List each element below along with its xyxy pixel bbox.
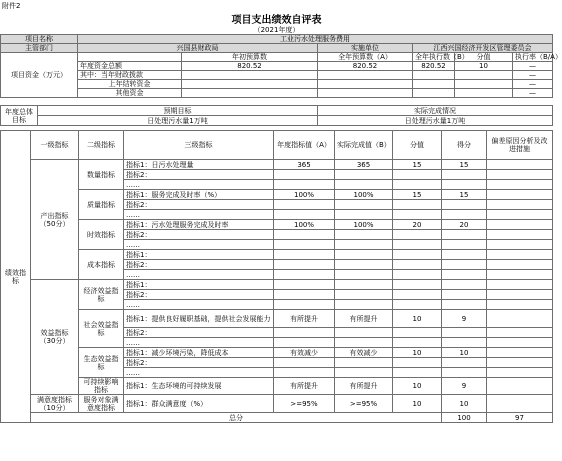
sv1-actual: >=95%	[335, 395, 393, 413]
ql1-actual: 100%	[335, 190, 393, 200]
c1-name: 指标1：	[124, 250, 274, 260]
t3-name: ……	[124, 240, 274, 250]
t1-points: 20	[442, 220, 487, 230]
ec2-name: 指标2：	[124, 290, 274, 300]
header-lvl3: 三级指标	[124, 131, 274, 160]
total-score-value: 100	[442, 413, 487, 423]
ql2-name: 指标2：	[124, 200, 274, 210]
sv1-points: 10	[442, 395, 487, 413]
expected-goal: 日处理污水量1万吨	[38, 116, 318, 126]
s1-score: 10	[393, 310, 442, 328]
funds-label: 项目资金（万元）	[1, 53, 78, 98]
q3-name: ……	[124, 180, 274, 190]
su1-target: 有所提升	[274, 378, 335, 395]
s1-points: 9	[442, 310, 487, 328]
t1-target: 100%	[274, 220, 335, 230]
e1-actual: 有效减少	[335, 348, 393, 358]
project-info-table	[0, 34, 562, 98]
q1-name: 指标1：日污水处理量	[124, 160, 274, 170]
sv1-name: 指标1：群众满意度（%）	[124, 395, 274, 413]
header-target: 年度指标值（A）	[274, 131, 335, 160]
group-sustainable: 可持续影响指标	[79, 378, 124, 395]
group-cost: 成本指标	[79, 250, 124, 280]
s1-target: 有所提升	[274, 310, 335, 328]
group-social: 社会效益指标	[79, 310, 124, 348]
e2-name: 指标2：	[124, 358, 274, 368]
sv1-score: 10	[393, 395, 442, 413]
sub2-dash: —	[513, 80, 553, 89]
benefit-label: 效益指标（30分）	[31, 280, 79, 395]
expected-label: 预期目标	[38, 106, 318, 116]
q1-points: 15	[442, 160, 487, 170]
sv1-target: >=95%	[274, 395, 335, 413]
total-score: 10	[455, 62, 513, 71]
group-quantity: 数量指标	[79, 160, 124, 190]
e3-name: ……	[124, 368, 274, 378]
header-lvl2: 二级指标	[79, 131, 124, 160]
col-score: 分值	[455, 53, 513, 62]
goal-label: 年度总体目标	[1, 106, 38, 126]
ql1-points: 15	[442, 190, 487, 200]
impl-value: 江西兴国经济开发区管理委员会	[413, 44, 553, 53]
header-score: 分值	[393, 131, 442, 160]
col-full-budget: 全年预算数（A）	[318, 53, 413, 62]
dept-label: 主管部门	[1, 44, 78, 53]
ec1-name: 指标1：	[124, 280, 274, 290]
dept-value: 兴国县财政局	[78, 44, 318, 53]
ql1-name: 指标1：服务完成及时率（%）	[124, 190, 274, 200]
output-label: 产出指标（50分）	[31, 160, 79, 280]
q1-target: 365	[274, 160, 335, 170]
t1-name: 指标1：污水处理服务完成及时率	[124, 220, 274, 230]
col-full-exec: 全年执行数（B）	[413, 53, 455, 62]
page-title: 项目支出绩效自评表	[231, 15, 322, 26]
s3-name: ……	[124, 338, 274, 348]
s1-name: 指标1：提供良好履职基础，提供社会发展能力	[124, 310, 274, 328]
total-points-value: 97	[487, 413, 553, 423]
q1-score: 15	[393, 160, 442, 170]
ql1-target: 100%	[274, 190, 335, 200]
col-exec-rate: 执行率（B/A）	[513, 53, 553, 62]
header-actual: 实际完成值（B）	[335, 131, 393, 160]
sub2-label: 上年结转资金	[78, 80, 182, 89]
attachment-label: 附件2	[2, 2, 21, 10]
header-analysis: 偏差原因分析及改进措施	[487, 131, 553, 160]
total-rate: —	[513, 62, 553, 71]
group-ecological: 生态效益指标	[79, 348, 124, 378]
col-annual-budget: 年初预算数	[182, 53, 318, 62]
total-full: 820.52	[318, 62, 413, 71]
total-annual: 820.52	[182, 62, 318, 71]
t2-name: 指标2：	[124, 230, 274, 240]
group-timeliness: 时效指标	[79, 220, 124, 250]
sub1-dash: —	[513, 71, 553, 80]
header-lvl1: 一级指标	[31, 131, 79, 160]
sub1-label: 其中：当年财政拨款	[78, 71, 182, 80]
su1-name: 指标1：生态环境的可持续发展	[124, 378, 274, 395]
actual-goal: 日处理污水量1万吨	[318, 116, 553, 126]
total-label: 总分	[31, 413, 442, 423]
group-service: 服务对象满意度指标	[79, 395, 124, 413]
q1-actual: 365	[335, 160, 393, 170]
e1-target: 有效减少	[274, 348, 335, 358]
total-exec: 820.52	[413, 62, 455, 71]
e1-score: 10	[393, 348, 442, 358]
su1-points: 9	[442, 378, 487, 395]
indicator-table	[0, 130, 553, 423]
annual-goal-table	[0, 105, 553, 126]
year-label: （2021年度）	[253, 26, 300, 34]
ec3-name: ……	[124, 300, 274, 310]
impl-label: 实施单位	[318, 44, 413, 53]
ql1-score: 15	[393, 190, 442, 200]
t1-actual: 100%	[335, 220, 393, 230]
e1-name: 指标1：减少环境污染，降低成本	[124, 348, 274, 358]
perf-label: 绩效指标	[1, 131, 31, 423]
su1-score: 10	[393, 378, 442, 395]
total-funds-label: 年度资金总额	[78, 62, 182, 71]
su1-actual: 有所提升	[335, 378, 393, 395]
ql3-name: ……	[124, 210, 274, 220]
t1-score: 20	[393, 220, 442, 230]
sub3-label: 其他资金	[78, 89, 182, 98]
project-name: 工业污水处理服务费用	[78, 35, 553, 44]
sub3-dash: —	[513, 89, 553, 98]
satisfaction-label: 满意度指标（10分）	[31, 395, 79, 413]
group-economic: 经济效益指标	[79, 280, 124, 310]
group-quality: 质量指标	[79, 190, 124, 220]
c2-name: 指标2：	[124, 260, 274, 270]
actual-label: 实际完成情况	[318, 106, 553, 116]
project-name-label: 项目名称	[1, 35, 78, 44]
header-points: 得分	[442, 131, 487, 160]
s1-actual: 有所提升	[335, 310, 393, 328]
q2-name: 指标2：	[124, 170, 274, 180]
s2-name: 指标2：	[124, 328, 274, 338]
c3-name: ……	[124, 270, 274, 280]
e1-points: 10	[442, 348, 487, 358]
